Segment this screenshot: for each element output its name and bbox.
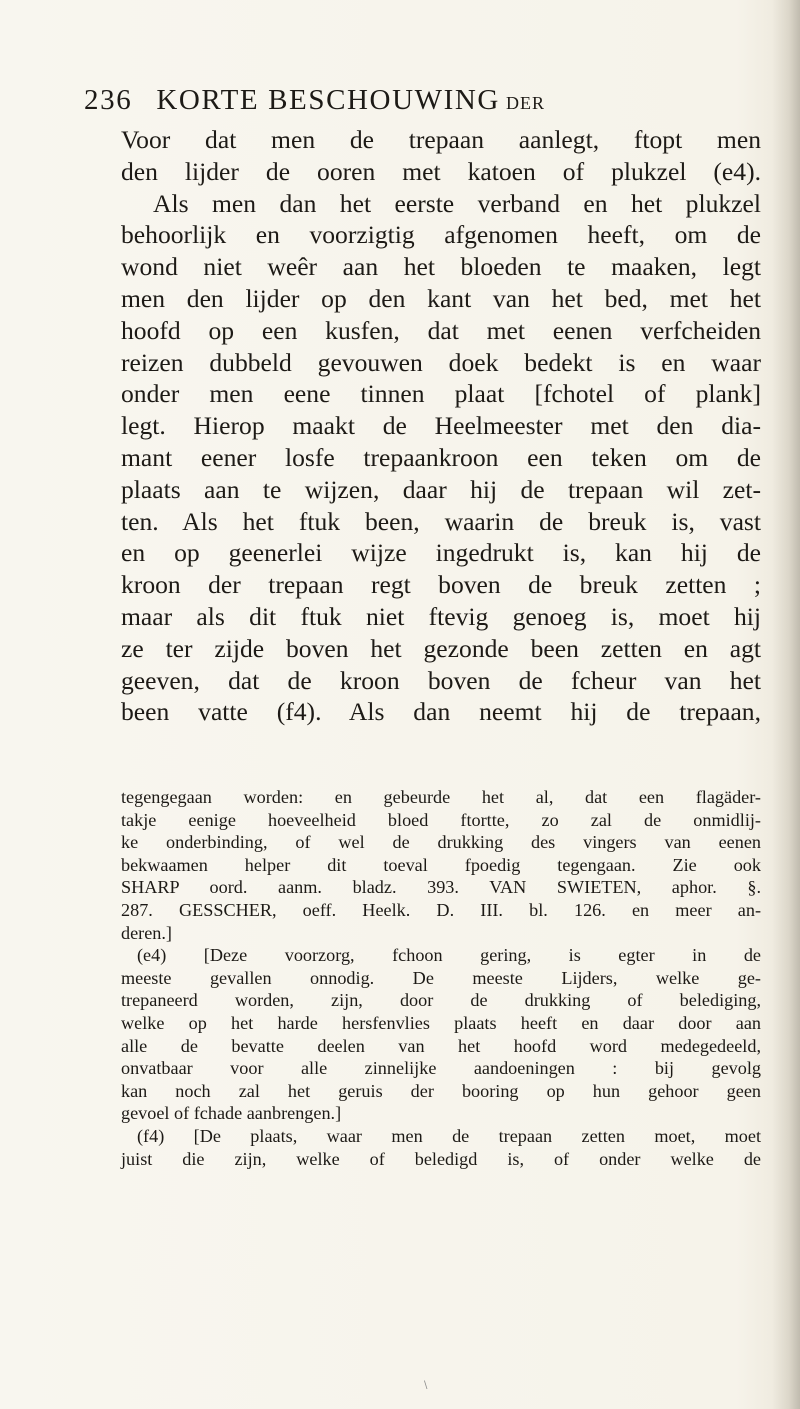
running-header (84, 84, 684, 124)
body-line: Als men dan het eerste verband en het plukzel (153, 188, 761, 218)
note-line: (f4) [De plaats, waar men de trepaan zetten moet, moet (137, 1125, 761, 1146)
note-line: welke op het harde hersfenvlies plaats heeft en daar door aan (121, 1012, 761, 1033)
note-line: onvatbaar voor alle zinnelijke aandoeningen : bij gevolg (121, 1058, 761, 1079)
body-line: den lijder de ooren met katoen of plukzel (e4). (121, 156, 761, 186)
body-line: wond niet weêr aan het bloeden te maaken, legt (121, 252, 761, 282)
note-line: kan noch zal het geruis der booring op hun gehoor geen (121, 1080, 761, 1101)
note-line: juist die zijn, welke of beledigd is, of onder welke de (121, 1148, 761, 1169)
body-line: kroon der trepaan regt boven de breuk zetten ; (121, 570, 761, 600)
body-line: reizen dubbeld gevouwen doek bedekt is en waar (121, 347, 761, 377)
main-text (121, 124, 761, 728)
note-line: tegengegaan worden: en gebeurde het al, dat een flagäder- (121, 787, 761, 807)
note-line: 287. GESSCHER, oeff. Heelk. D. III. bl. 126. en meer an- (121, 899, 761, 920)
page-edge-shadow (772, 0, 800, 1409)
body-line: onder men eene tinnen plaat [fchotel of plank] (121, 379, 761, 409)
body-line: hoofd op een kusfen, dat met eenen verfcheiden (121, 315, 761, 345)
body-line: ze ter zijde boven het gezonde been zetten en agt (121, 633, 761, 663)
body-line: Voor dat men de trepaan aanlegt, ftopt men (121, 125, 761, 154)
note-line: takje eenige hoeveelheid bloed ftortte, zo zal de onmidlij- (121, 809, 761, 830)
note-line: deren.] (121, 922, 172, 943)
footnotes (121, 786, 761, 1170)
body-line: geeven, dat de kroon boven de fcheur van het (121, 665, 761, 695)
stray-mark: \ (424, 1380, 428, 1391)
body-line: en op geenerlei wijze ingedrukt is, kan hij de (121, 538, 761, 568)
body-line: been vatte (f4). Als dan neemt hij de trepaan, (121, 697, 761, 727)
note-line: trepaneerd worden, zijn, door de drukking of belediging, (121, 990, 761, 1011)
note-line: SHARP oord. aanm. bladz. 393. VAN SWIETEN, aphor. §. (121, 877, 761, 898)
body-line: plaats aan te wijzen, daar hij de trepaan wil zet- (121, 474, 761, 504)
body-line: ten. Als het ftuk been, waarin de breuk is, vast (121, 506, 761, 536)
body-line: mant eener losfe trepaankroon een teken om de (121, 442, 761, 472)
body-line: legt. Hierop maakt de Heelmeester met den dia- (121, 411, 761, 441)
body-line: men den lijder op den kant van het bed, met het (121, 283, 761, 313)
running-title-small: DER (505, 93, 545, 113)
body-line: behoorlijk en voorzigtig afgenomen heeft, om de (121, 220, 761, 250)
note-line: bekwaamen helper dit toeval fpoedig tegengaan. Zie ook (121, 854, 761, 875)
note-line: meeste gevallen onnodig. De meeste Lijders, welke ge- (121, 967, 761, 988)
page-number: 236 (84, 84, 133, 116)
running-title: KORTE BESCHOUWING (156, 84, 500, 116)
note-line: ke onderbinding, of wel de drukking des vingers van eenen (121, 832, 761, 853)
body-line: maar als dit ftuk niet ftevig genoeg is, moet hij (121, 601, 761, 631)
note-line: alle de bevatte deelen van het hoofd word medegedeeld, (121, 1035, 761, 1056)
note-line: gevoel of fchade aanbrengen.] (121, 1103, 342, 1124)
note-line: (e4) [Deze voorzorg, fchoon gering, is egter in de (137, 945, 761, 966)
